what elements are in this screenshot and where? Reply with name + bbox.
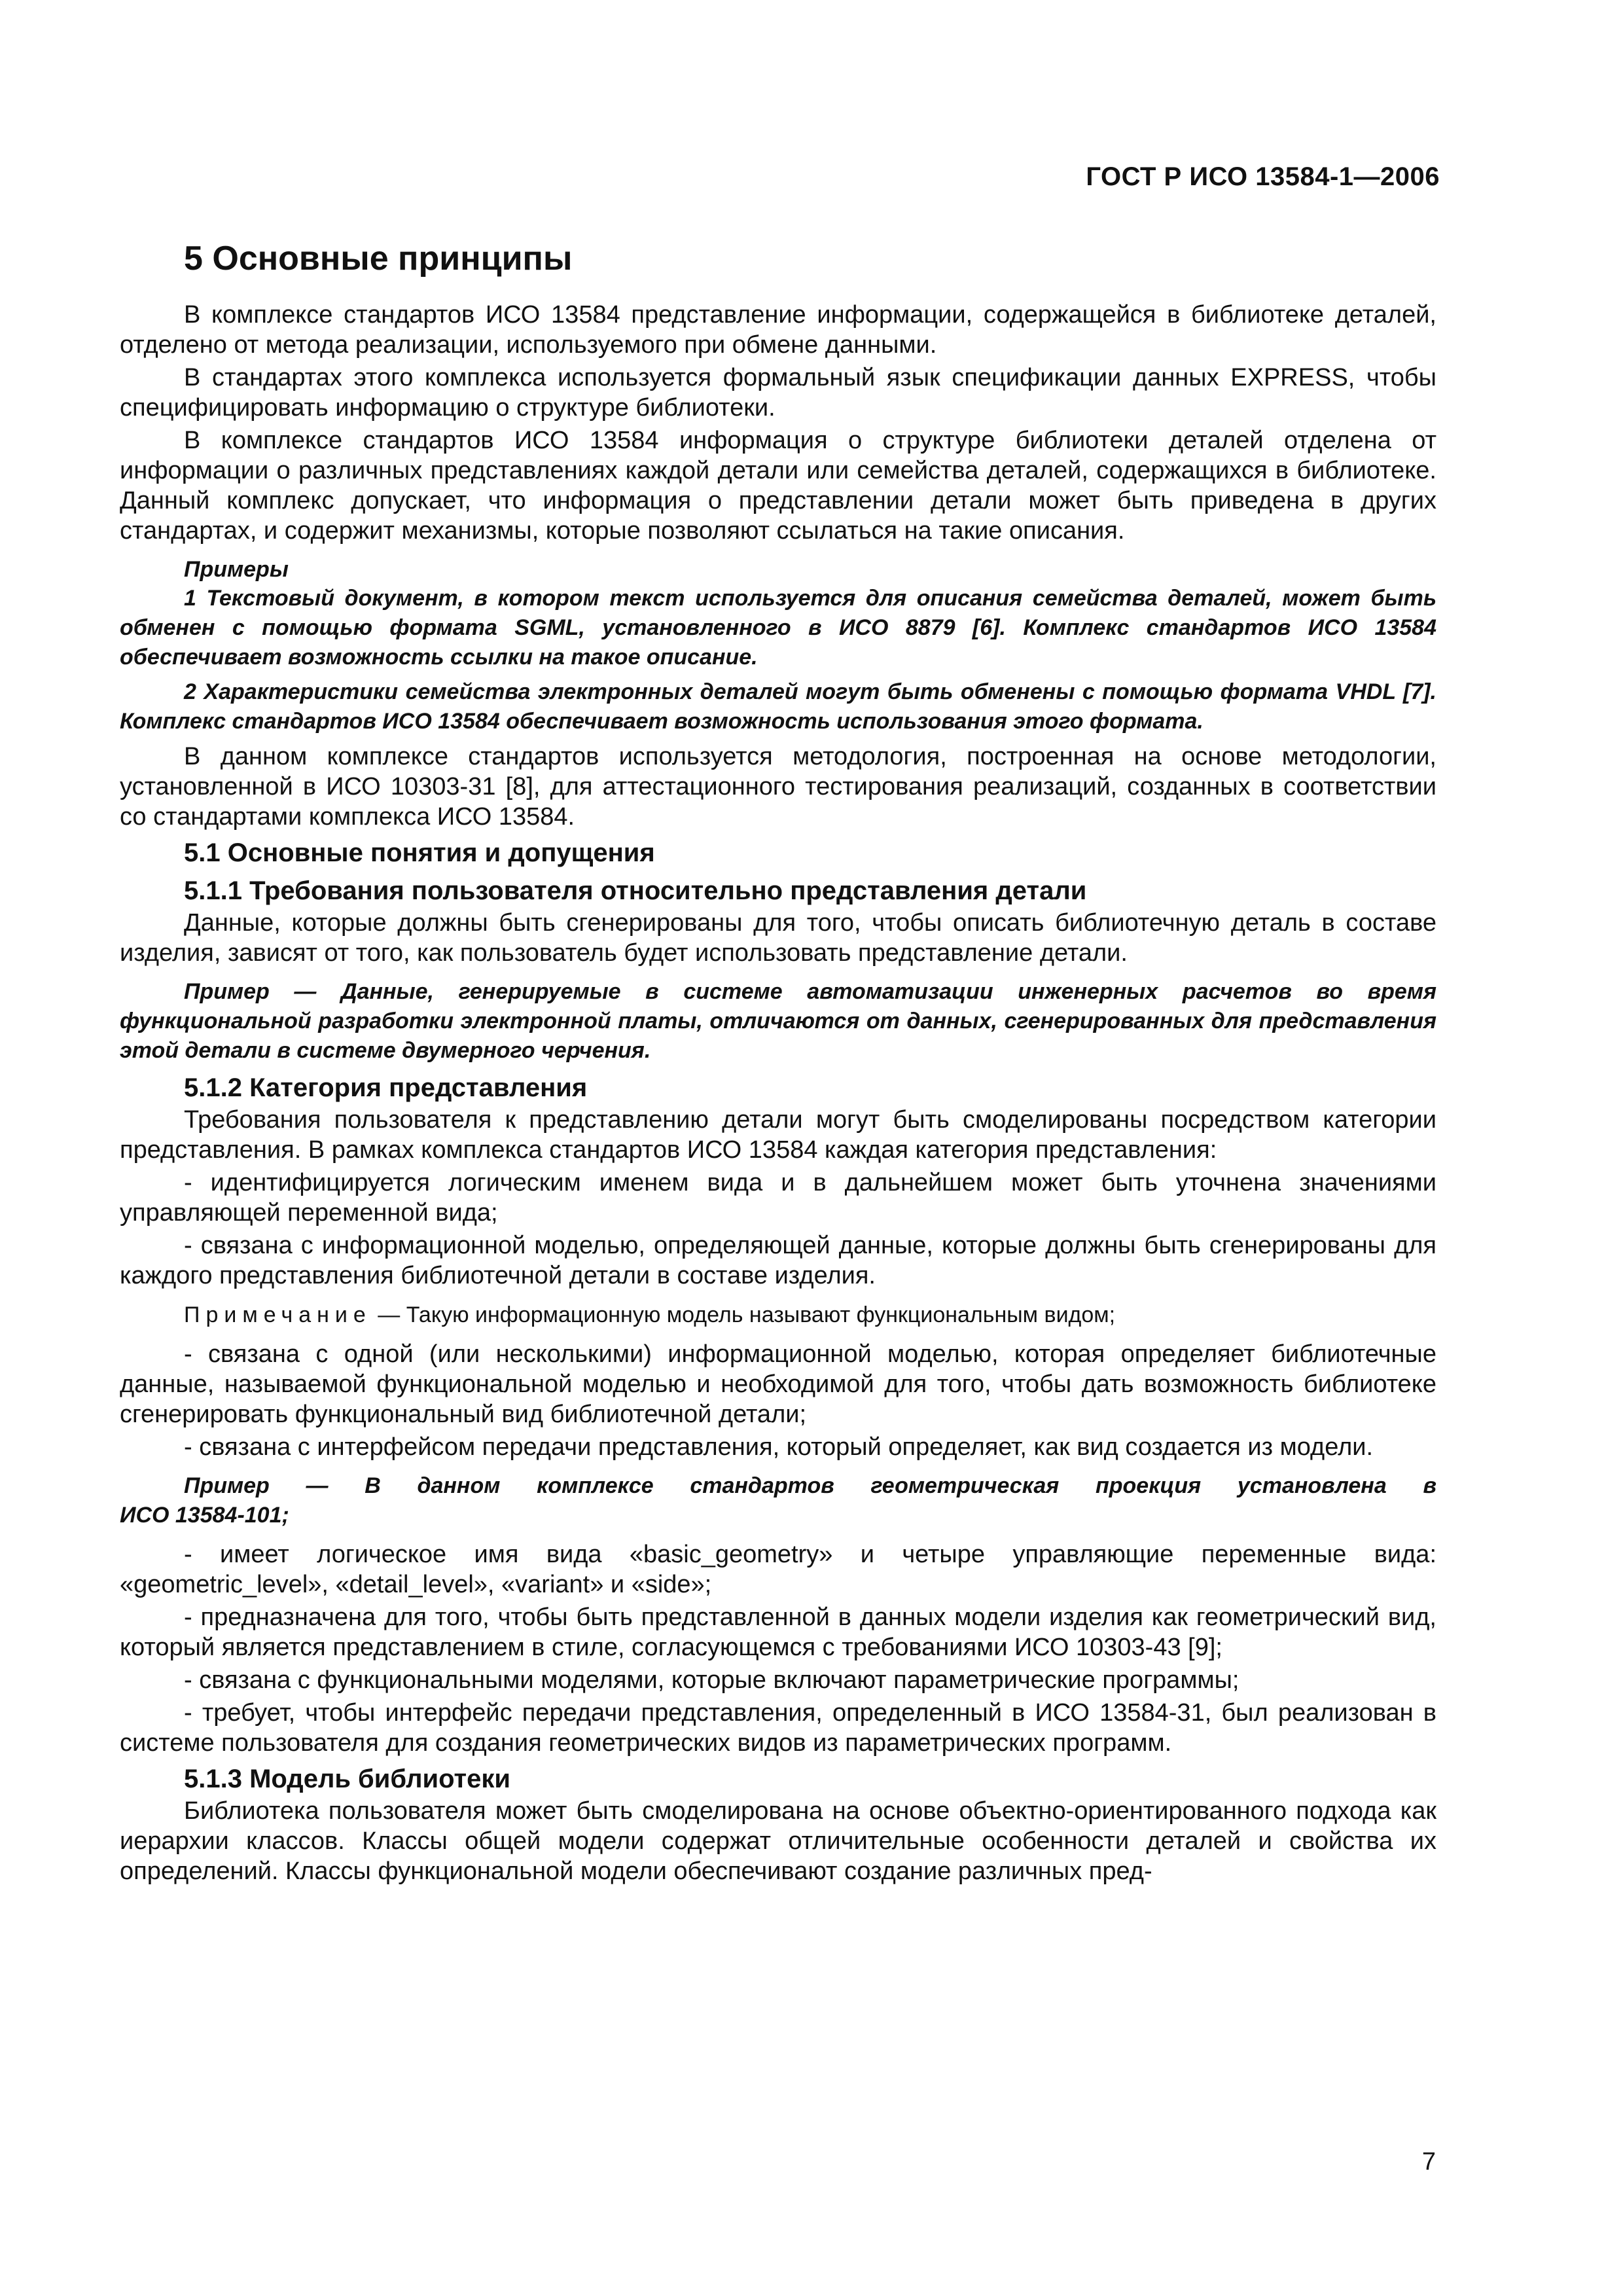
section-title: 5 Основные принципы: [184, 240, 573, 278]
paragraph: В комплексе стандартов ИСО 13584 представление информации, содержащейся в библиотеке деталей, отделено от метода реализации, используемого при обмене данными.: [120, 301, 1436, 359]
paragraph: В комплексе стандартов ИСО 13584 информация о структуре библиотеки деталей отделена от информации о различных представлениях каждой детали или семейства деталей, содержащихся в библиотеке. Данный комплекс допускает, что информация о представлении детали может быть приведена в других стандартах, и содержит механизмы, которые позволяют ссылаться на такие описания.: [120, 427, 1436, 545]
note-text: — Такую информационную модель называют функциональным видом;: [371, 1302, 1116, 1327]
list-item: - идентифицируется логическим именем вида и в дальнейшем может быть уточнена значениями управляющей переменной вида;: [120, 1169, 1436, 1227]
document-code: ГОСТ Р ИСО 13584-1—2006: [1086, 162, 1440, 191]
subsection-title: 5.1 Основные понятия и допущения: [184, 838, 655, 867]
examples-heading: Примеры: [184, 557, 289, 582]
example-text: 1 Текстовый документ, в котором текст используется для описания семейства деталей, может быть обменен с помощью формата SGML, установленного в ИСО 8879 [6]. Комплекс стандартов ИСО 13584 обеспечивает возможность ссылки на такое описание.: [120, 586, 1436, 670]
paragraph: Требования пользователя к представлению детали могут быть смоделированы посредством категории представления. В рамках комплекса стандартов ИСО 13584 каждая категория представления:: [120, 1106, 1436, 1164]
note: [120, 1300, 1436, 1330]
paragraph: Данные, которые должны быть сгенерированы для того, чтобы описать библиотечную деталь в составе изделия, зависят от того, как пользователь будет использовать представление детали.: [120, 909, 1436, 967]
subsection-title: 5.1.1 Требования пользователя относительно представления детали: [184, 876, 1087, 905]
paragraph: Библиотека пользователя может быть смоделирована на основе объектно-ориентированного подхода как иерархии классов. Классы общей модели содержат отличительные особенности деталей и свойства их определений. Классы функциональной модели обеспечивают создание различных пред-: [120, 1797, 1436, 1885]
list-item: - предназначена для того, чтобы быть представленной в данных модели изделия как геометрический вид, который является представлением в стиле, согласующемся с требованиями ИСО 10303-43 [9];: [120, 1604, 1436, 1661]
note-label: Примечание: [184, 1302, 372, 1327]
page-number: 7: [1421, 2148, 1436, 2176]
list-item: - связана с информационной моделью, определяющей данные, которые должны быть сгенерированы для каждого представления библиотечной детали в составе изделия.: [120, 1232, 1436, 1289]
list-item: - связана с функциональными моделями, которые включают параметрические программы;: [184, 1666, 1240, 1694]
subsection-title: 5.1.3 Модель библиотеки: [184, 1765, 510, 1793]
list-item: - имеет логическое имя вида «basic_geometry» и четыре управляющие переменные вида: «geometric_level», «detail_level», «variant» и «side»;: [120, 1541, 1436, 1598]
page-content: [120, 236, 1436, 1889]
list-item: - связана с одной (или несколькими) информационной моделью, которая определяет библиотечные данные, называемой функциональной моделью и необходимой для того, чтобы дать возможность библиотеке сгенерировать функциональный вид библиотечной детали;: [120, 1340, 1436, 1428]
subsection-title: 5.1.2 Категория представления: [184, 1073, 588, 1102]
example-text: Пример — Данные, генерируемые в системе автоматизации инженерных расчетов во время функциональной разработки электронной платы, отличаются от данных, сгенерированных для представления этой детали в системе двумерного черчения.: [120, 979, 1436, 1063]
list-item: - требует, чтобы интерфейс передачи представления, определенный в ИСО 13584-31, был реализован в системе пользователя для создания геометрических видов из параметрических программ.: [120, 1699, 1436, 1757]
list-item: - связана с интерфейсом передачи представления, который определяет, как вид создается из модели.: [184, 1433, 1374, 1461]
paragraph: В стандартах этого комплекса используется формальный язык спецификации данных EXPRESS, чтобы специфицировать информацию о структуре библиотеки.: [120, 364, 1436, 422]
example-text: ИСО 13584-101;: [120, 1503, 289, 1528]
example-text: 2 Характеристики семейства электронных деталей могут быть обменены с помощью формата VHDL [7]. Комплекс стандартов ИСО 13584 обеспечивает возможность использования этого формата.: [120, 679, 1436, 734]
paragraph: В данном комплексе стандартов используется методология, построенная на основе методологии, установленной в ИСО 10303-31 [8], для аттестационного тестирования реализаций, созданных в соответствии со стандартами комплекса ИСО 13584.: [120, 743, 1436, 831]
example-text: Пример — В данном комплексе стандартов геометрическая проекция установлена в: [184, 1473, 1436, 1498]
